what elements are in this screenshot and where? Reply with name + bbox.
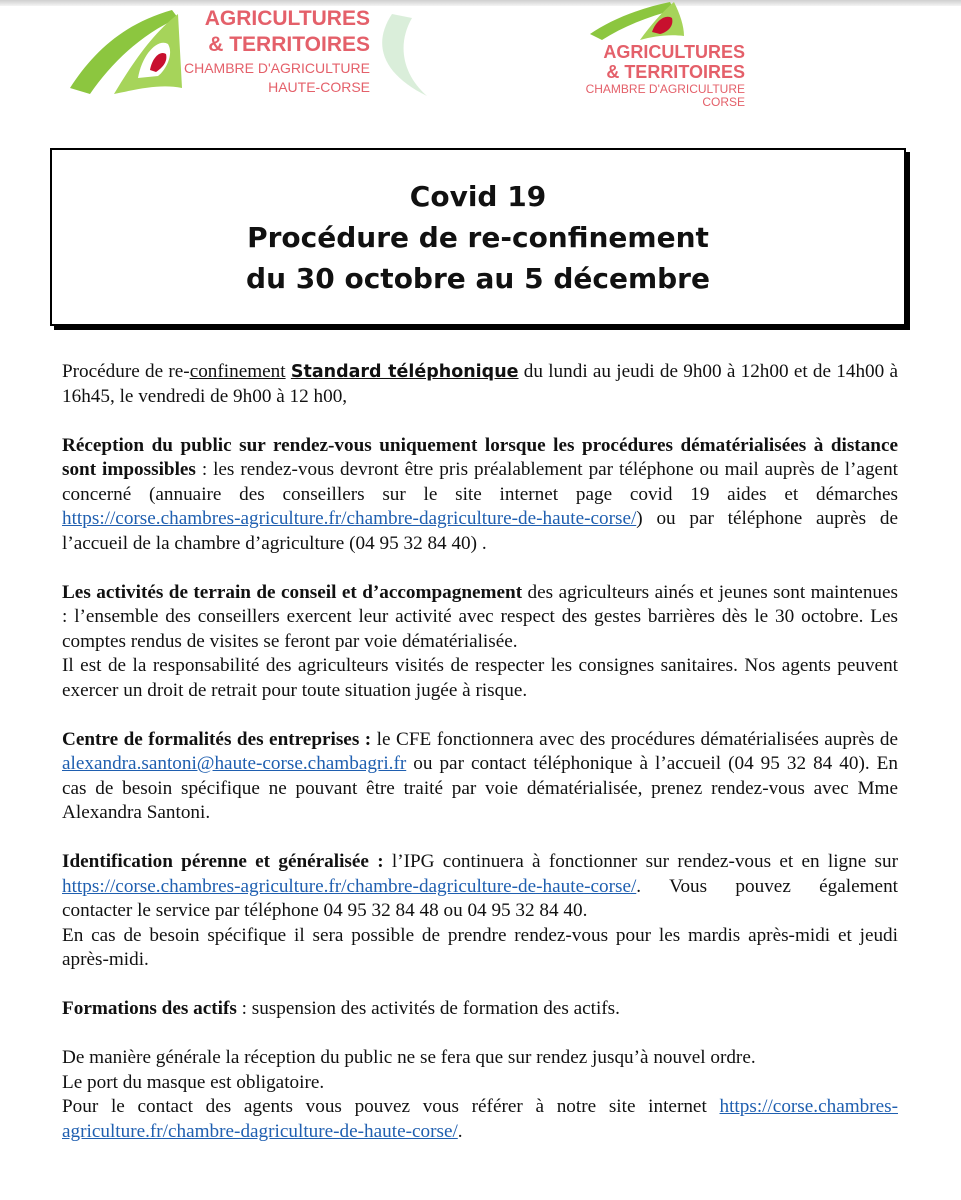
paragraph-ipg-2 — [62, 924, 898, 973]
logo-left-line3: CHAMBRE D'AGRICULTURE — [184, 60, 370, 76]
logo-left-line2: & TERRITOIRES — [208, 33, 370, 56]
terrain-heading: Les activités de terrain de conseil et d’accompagnement — [62, 581, 523, 603]
text: Il est de la responsabilité des agriculteurs visités de respecter les consignes sanitaires. Nos agents peuvent exercer un droit de retrait pour toute situation jugée à risque. — [62, 655, 898, 701]
logo-right-line1: AGRICULTURES — [603, 42, 745, 62]
text: Pour le contact des agents vous pouvez vous référer à notre site internet — [62, 1096, 720, 1117]
reception-heading: Réception du public sur rendez-vous uniquement lorsque les procédures dématérialisées à distance sont impossibles — [62, 434, 898, 480]
text: l’IPG continuera à fonctionner sur rendez-vous et en ligne sur — [383, 851, 898, 872]
paragraph-terrain-2 — [62, 654, 898, 703]
logo-right-line3: CHAMBRE D'AGRICULTURE — [585, 82, 745, 96]
logo-right-line2: & TERRITOIRES — [606, 62, 745, 82]
text: du lundi au jeudi de 9h00 à 12h00 et de 14h00 à 16h45, le vendredi de 9h00 à 12 h00, — [62, 361, 899, 407]
text: le CFE fonctionnera avec des procédures dématérialisées auprès de — [371, 728, 898, 750]
text: Procédure de re- — [62, 361, 190, 382]
paragraph-standard — [62, 360, 898, 409]
text-line: De manière générale la réception du public ne se fera que sur rendez jusqu’à nouvel ordre. — [62, 1047, 756, 1068]
standard-label: Standard téléphonique — [290, 362, 519, 382]
email-link[interactable]: alexandra.santoni@haute-corse.chambagri.fr — [62, 753, 407, 774]
text: . Vous pouvez également contacter le service par téléphone 04 95 32 84 48 ou 04 95 32 84 40. — [62, 875, 898, 921]
paragraph-cfe — [62, 728, 898, 826]
title-line-3: du 30 octobre au 5 décembre — [246, 261, 710, 295]
text-underlined: confinement — [189, 361, 286, 382]
paragraph-reception — [62, 434, 898, 557]
logo-left-line4: HAUTE-CORSE — [268, 79, 370, 95]
formations-heading: Formations des actifs — [62, 998, 237, 1019]
cfe-heading: Centre de formalités des entreprises : — [62, 728, 372, 750]
title-line-1: Covid 19 — [409, 179, 547, 213]
contact-website-link[interactable]: https://corse.chambres-agriculture.fr/chambre-dagriculture-de-haute-corse/ — [62, 1096, 898, 1142]
text: . — [457, 1120, 463, 1142]
text: : les rendez-vous devront être pris préalablement par téléphone ou mail auprès de l’agent concerné (annuaire des conseillers sur le site internet page covid 19 aides et démarches — [62, 459, 899, 505]
text-line: Le port du masque est obligatoire. — [62, 1071, 325, 1093]
ipg-website-link[interactable]: https://corse.chambres-agriculture.fr/chambre-dagriculture-de-haute-corse/ — [62, 875, 637, 897]
text: En cas de besoin spécifique il sera possible de prendre rendez-vous pour les mardis après-midi et jeudi après-midi. — [62, 924, 898, 970]
text: ou par contact téléphonique à l’accueil (04 95 32 84 40). En cas de besoin spécifique ne pouvant être traité par voie dématérialisée, prenez rendez-vous avec Mme Alexandra Santoni. — [62, 753, 898, 823]
paragraph-terrain — [62, 581, 898, 655]
logo-right-line4: CORSE — [702, 95, 745, 109]
document-body — [62, 360, 898, 1169]
title-box — [50, 148, 906, 326]
text: ) ou par téléphone auprès de l’accueil de la chambre d’agriculture (04 95 32 84 40) . — [62, 508, 898, 554]
website-link[interactable]: https://corse.chambres-agriculture.fr/chambre-dagriculture-de-haute-corse/ — [62, 508, 637, 529]
title-line-2: Procédure de re-confinement — [247, 220, 709, 254]
paragraph-general — [62, 1046, 898, 1144]
logo-left-line1: AGRICULTURES — [204, 7, 370, 30]
paragraph-formations — [62, 997, 898, 1022]
text: des agriculteurs ainés et jeunes sont maintenues : l’ensemble des conseillers exercent leur activité avec respect des gestes barrières dès le 30 octobre. Les comptes rendus de visites se feront par voie dématérialisée. — [62, 581, 898, 652]
paragraph-ipg — [62, 850, 898, 924]
text: : suspension des activités de formation des actifs. — [236, 998, 620, 1019]
ipg-heading: Identification pérenne et généralisée : — [62, 851, 384, 872]
